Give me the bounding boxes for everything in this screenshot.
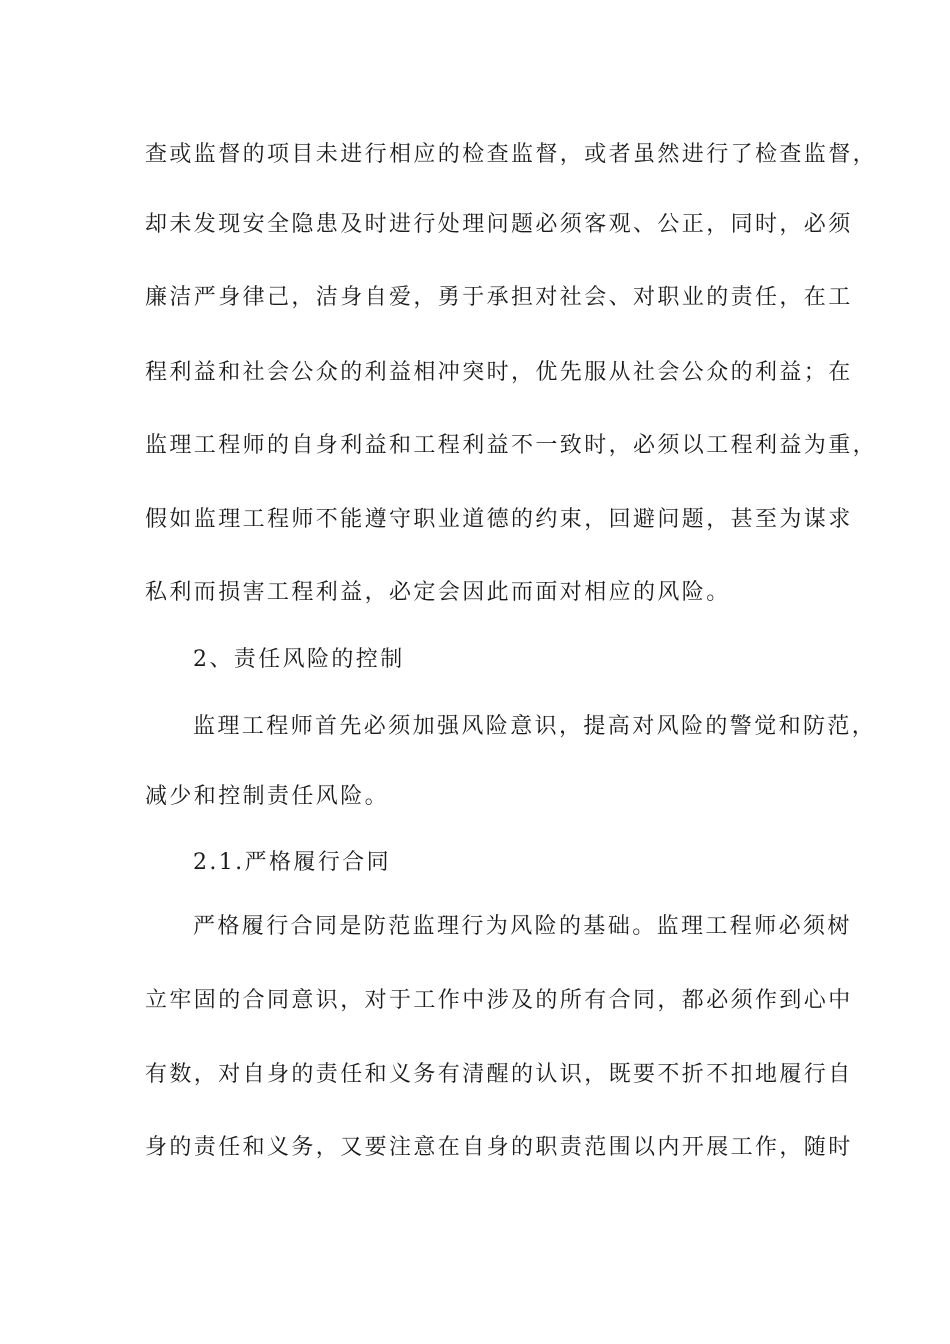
body-text-line: 廉洁严身律己，洁身自爱，勇于承担对社会、对职业的责任，在工 bbox=[145, 285, 853, 310]
body-text-line: 私利而损害工程利益，必定会因此而面对相应的风险。 bbox=[145, 580, 731, 605]
paragraph-first-line: 监理工程师首先必须加强风险意识，提高对风险的警觉和防范， bbox=[193, 714, 877, 739]
body-text-line: 有数，对自身的责任和义务有清醒的认识，既要不折不扣地履行自 bbox=[145, 1062, 853, 1087]
body-text-line: 立牢固的合同意识，对于工作中涉及的所有合同，都必须作到心中 bbox=[145, 988, 853, 1013]
paragraph-first-line: 严格履行合同是防范监理行为风险的基础。监理工程师必须树 bbox=[193, 914, 852, 939]
body-text-line: 假如监理工程师不能遵守职业道德的约束，回避问题，甚至为谋求 bbox=[145, 507, 853, 532]
subsection-heading: 2.1.严格履行合同 bbox=[193, 850, 391, 875]
body-text-line: 程利益和社会公众的利益相冲突时，优先服从社会公众的利益；在 bbox=[145, 360, 853, 385]
body-text-line: 却未发现安全隐患及时进行处理问题必须客观、公正，同时，必须 bbox=[145, 212, 853, 237]
body-text-line: 查或监督的项目未进行相应的检查监督，或者虽然进行了检查监督， bbox=[145, 142, 878, 167]
body-text-line: 监理工程师的自身利益和工程利益不一致时，必须以工程利益为重， bbox=[145, 433, 878, 458]
section-heading: 2、责任风险的控制 bbox=[193, 647, 405, 672]
body-text-line: 减少和控制责任风险。 bbox=[145, 784, 390, 809]
body-text-line: 身的责任和义务，又要注意在自身的职责范围以内开展工作，随时 bbox=[145, 1135, 853, 1160]
